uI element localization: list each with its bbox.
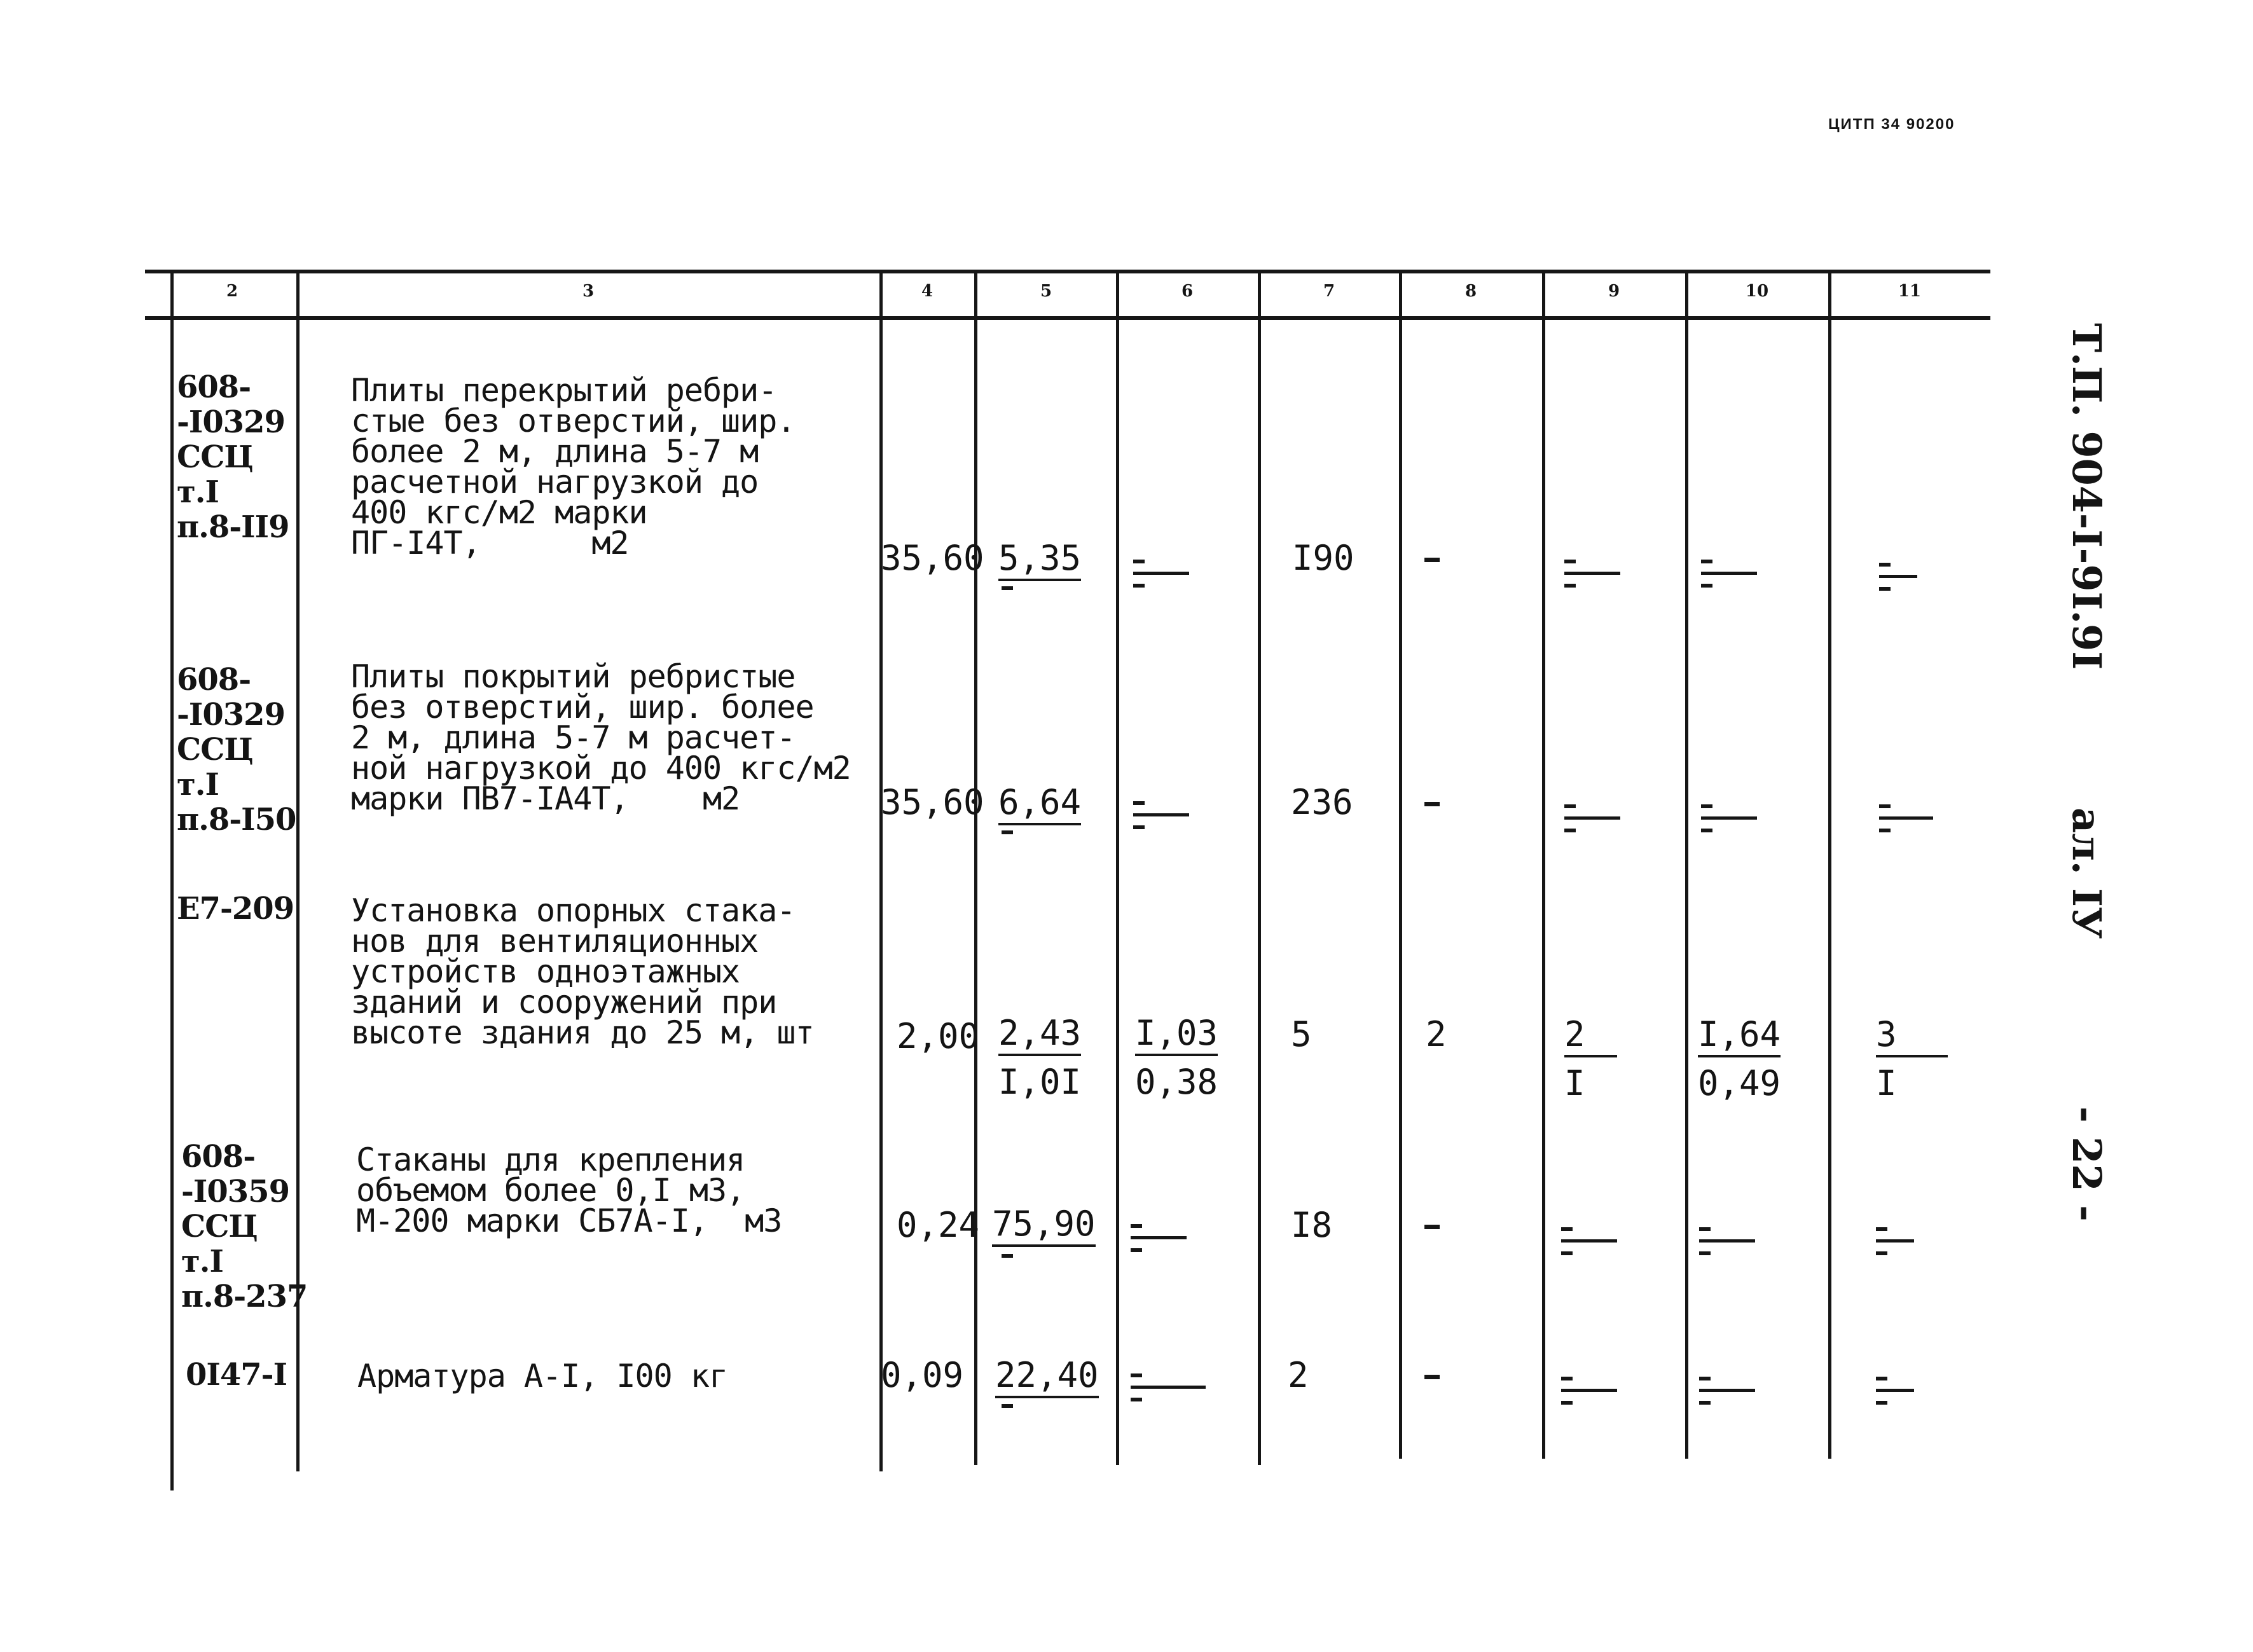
header-col-9: 9 — [1608, 282, 1620, 301]
row-3-code: Е7-209 — [177, 891, 294, 926]
table-top-rule — [145, 270, 1990, 273]
col-divider-left — [170, 270, 174, 1490]
ditto-mark — [1879, 563, 1936, 595]
col-divider-7 — [1399, 270, 1402, 1459]
row-1-code: 608- -I0329 ССЦ т.I п.8-II9 — [177, 369, 289, 545]
col-divider-9 — [1685, 270, 1688, 1459]
row-3-col6-top: I,03 — [1135, 1014, 1218, 1056]
col-divider-6 — [1258, 270, 1261, 1465]
row-3-col10-bottom: 0,49 — [1698, 1063, 1781, 1103]
header-col-4: 4 — [921, 282, 934, 301]
row-3-col6-bottom: 0,38 — [1135, 1062, 1218, 1102]
row-3-col9-top: 2 — [1564, 1015, 1617, 1057]
row-2-col5: 6,64 — [998, 783, 1081, 825]
row-5-col7: 2 — [1288, 1355, 1309, 1395]
dash-mark — [1002, 1254, 1013, 1258]
header-col-6: 6 — [1181, 282, 1194, 301]
ditto-mark — [1561, 1377, 1618, 1408]
row-3-col5-bottom: I,0I — [998, 1062, 1082, 1102]
ditto-mark — [1561, 1227, 1618, 1259]
ditto-mark — [1876, 1377, 1933, 1408]
row-5-code: 0I47-I — [186, 1357, 287, 1393]
col-divider-3 — [879, 270, 883, 1471]
header-col-10: 10 — [1745, 282, 1769, 301]
side-doc-number: Т.П. 904-I-9I.9I — [2064, 323, 2110, 670]
row-3-col11-top: 3 — [1876, 1015, 1948, 1057]
row-1-col5: 5,35 — [998, 539, 1081, 581]
row-4-col7: I8 — [1291, 1205, 1333, 1245]
row-5-description: Арматура А-I, I00 кг — [357, 1358, 728, 1394]
header-col-2: 2 — [226, 282, 238, 301]
ditto-mark — [1131, 1224, 1188, 1256]
row-1-col4: 35,60 — [881, 538, 984, 578]
row-3-col10-top: I,64 — [1698, 1015, 1781, 1057]
side-album-number: ал. IУ — [2064, 808, 2110, 939]
dash-mark — [1002, 1404, 1013, 1408]
header-col-5: 5 — [1040, 282, 1052, 301]
archive-stamp: ЦИТП 34 90200 — [1828, 116, 1955, 133]
row-2-code: 608- -I0329 ССЦ т.I п.8-I50 — [177, 662, 296, 837]
ditto-mark — [1564, 804, 1622, 836]
dash-mark — [1424, 558, 1440, 562]
row-4-code: 608- -I0359 ССЦ т.I п.8-237 — [181, 1139, 308, 1314]
dash-mark — [1424, 1375, 1440, 1379]
row-2-col4: 35,60 — [881, 782, 984, 822]
row-3-col11-bottom: I — [1876, 1063, 1897, 1103]
row-4-description: Стаканы для крепления объемом более 0,I м3, М-200 марки СБ7А-I, м3 — [356, 1141, 782, 1239]
row-4-col5: 75,90 — [992, 1205, 1096, 1247]
row-1-col7: I90 — [1292, 538, 1354, 578]
ditto-mark — [1699, 1227, 1756, 1259]
header-bottom-rule — [145, 316, 1990, 320]
dash-mark — [1424, 802, 1440, 806]
ditto-mark — [1701, 804, 1758, 836]
row-3-col8: 2 — [1426, 1014, 1447, 1054]
ditto-mark — [1133, 560, 1190, 591]
row-3-col9-bottom: I — [1564, 1063, 1585, 1103]
col-divider-4 — [974, 270, 977, 1465]
row-4-col4: 0,24 — [897, 1205, 980, 1245]
header-col-11: 11 — [1898, 282, 1922, 301]
col-divider-10 — [1828, 270, 1831, 1459]
row-3-col7: 5 — [1291, 1014, 1312, 1054]
ditto-mark — [1879, 804, 1936, 836]
ditto-mark — [1701, 560, 1758, 591]
col-divider-8 — [1542, 270, 1545, 1459]
row-2-col7: 236 — [1291, 782, 1353, 822]
col-divider-5 — [1116, 270, 1119, 1465]
ditto-mark — [1564, 560, 1622, 591]
dash-mark — [1424, 1225, 1440, 1229]
row-1-description: Плиты перекрытий ребри- стые без отверстий, шир. более 2 м, длина 5-7 м расчетной нагрузкой до 400 кгс/м2 марки ПГ-I4Т, м2 — [351, 372, 796, 561]
ditto-mark — [1131, 1373, 1188, 1405]
side-page-number: - 22 - — [2064, 1106, 2110, 1222]
ditto-mark — [1133, 801, 1190, 833]
row-5-col4: 0,09 — [881, 1355, 964, 1395]
header-col-7: 7 — [1323, 282, 1335, 301]
row-3-col5-top: 2,43 — [998, 1014, 1081, 1056]
dash-mark — [1002, 830, 1013, 834]
row-5-col5: 22,40 — [995, 1356, 1099, 1398]
header-col-3: 3 — [582, 282, 595, 301]
dash-mark — [1002, 586, 1013, 590]
header-col-8: 8 — [1464, 282, 1477, 301]
row-2-description: Плиты покрытий ребристые без отверстий, шир. более 2 м, длина 5-7 м расчет- ной нагрузкой до 400 кгс/м2 марки ПВ7-IА4Т, м2 — [351, 658, 851, 817]
row-3-col4: 2,00 — [897, 1016, 980, 1056]
ditto-mark — [1699, 1377, 1756, 1408]
ditto-mark — [1876, 1227, 1933, 1259]
row-3-description: Установка опорных стака- нов для вентиляционных устройств одноэтажных зданий и сооружений при высоте здания до 25 м, шт — [351, 892, 814, 1051]
